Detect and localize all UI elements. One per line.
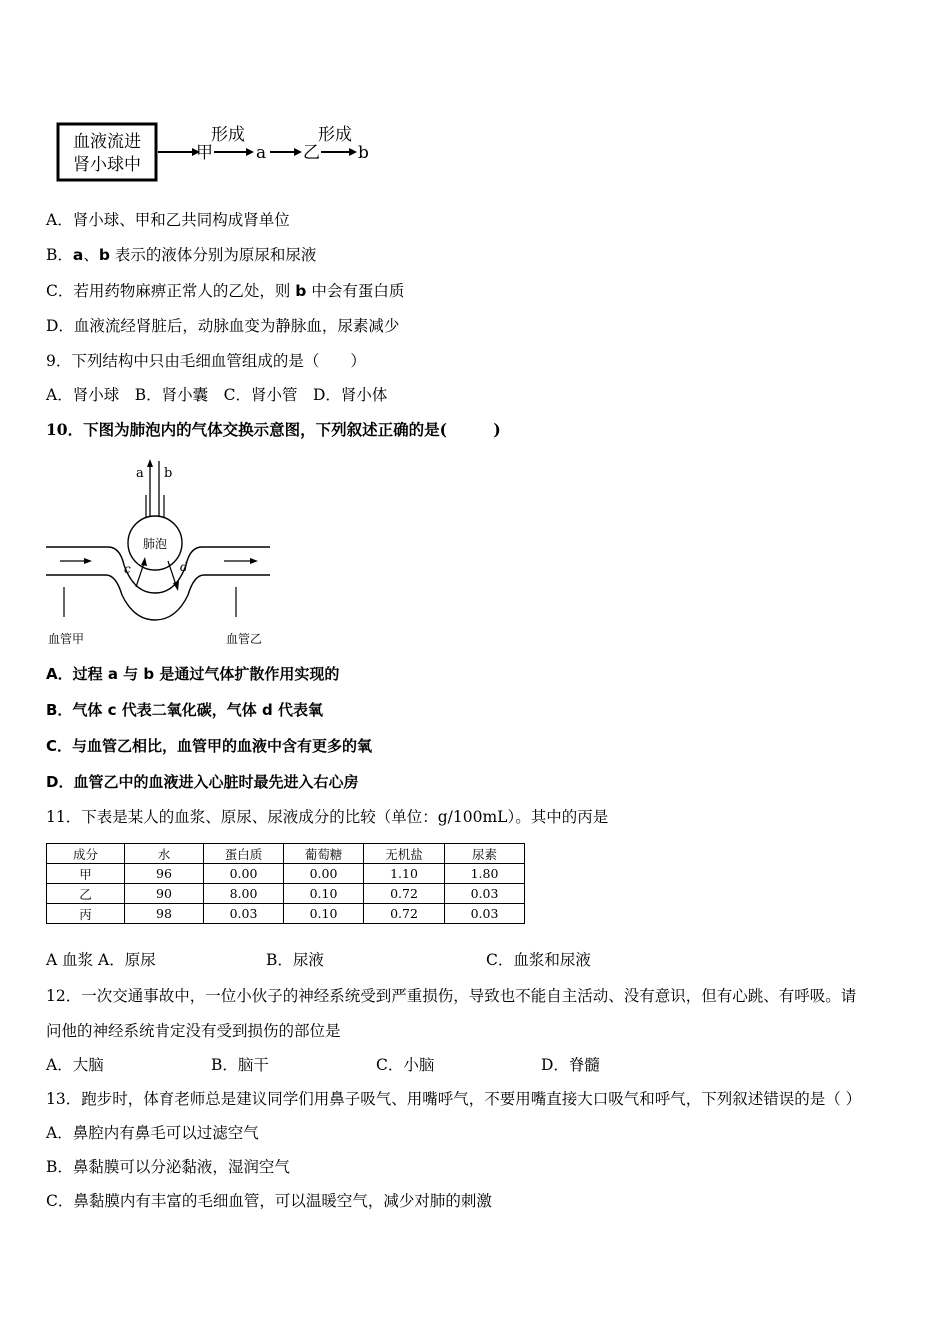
- table-header-row: [47, 844, 525, 864]
- q8-option-b: [46, 245, 316, 265]
- kidney-flow-diagram: [46, 100, 386, 192]
- label-form-1: 形成: [211, 125, 245, 145]
- q8-b-a: a: [72, 246, 84, 264]
- table-cell: 1.80: [445, 864, 525, 884]
- label-c: c: [124, 562, 131, 576]
- header-cell: 水: [125, 844, 204, 864]
- q12-option-b: B．脑干: [211, 1056, 269, 1074]
- q8-option-d: D．血液流经肾脏后，动脉血变为静脉血，尿素减少: [46, 317, 400, 335]
- box-line1: 血液流进: [73, 132, 141, 152]
- q13-option-b: B．鼻黏膜可以分泌黏液，湿润空气: [46, 1158, 290, 1176]
- header-cell: 尿素: [445, 844, 525, 864]
- node-b: b: [358, 143, 369, 163]
- q12-options: [46, 1055, 600, 1075]
- q8-b-prefix: B．: [46, 246, 73, 264]
- q11-options: [46, 950, 591, 970]
- label-d: d: [180, 560, 188, 574]
- label-a: a: [136, 466, 144, 481]
- table-cell: 0.03: [204, 904, 284, 924]
- vessel-yi-label: 血管乙: [226, 632, 263, 646]
- q9-stem: 9．下列结构中只由毛细血管组成的是（ ）: [46, 352, 366, 370]
- q10-option-d: D．血管乙中的血液进入心脏时最先进入右心房: [46, 773, 359, 791]
- header-cell: 无机盐: [364, 844, 445, 864]
- table-cell: 0.10: [284, 884, 364, 904]
- table-cell: 0.10: [284, 904, 364, 924]
- alveolus-label: 肺泡: [142, 537, 168, 551]
- q9-options: A．肾小球 B．肾小囊 C．肾小管 D．肾小体: [46, 386, 388, 404]
- table-cell: 98: [125, 904, 204, 924]
- table-cell: 96: [125, 864, 204, 884]
- vessel-jia-label: 血管甲: [48, 632, 85, 646]
- table-row: [47, 864, 525, 884]
- q8-b-b: b: [98, 246, 110, 264]
- q11-option-b: B．尿液: [266, 951, 324, 969]
- alveolus-gas-exchange-diagram: [46, 455, 286, 650]
- q8-b-mid: 、: [83, 246, 99, 264]
- q12-option-a: A．大脑: [46, 1056, 104, 1074]
- q12-stem-line2: 问他的神经系统肯定没有受到损伤的部位是: [46, 1022, 341, 1040]
- header-cell: 成分: [47, 844, 125, 864]
- q10-stem: 10．下图为肺泡内的气体交换示意图，下列叙述正确的是( ): [46, 420, 501, 439]
- node-jia: 甲: [196, 143, 213, 163]
- table-cell: 乙: [47, 884, 125, 904]
- q8-c-post: 中会有蛋白质: [306, 282, 405, 300]
- table-cell: 0.00: [204, 864, 284, 884]
- table-cell: 1.10: [364, 864, 445, 884]
- header-cell: 葡萄糖: [284, 844, 364, 864]
- q12-option-c: C．小脑: [376, 1056, 435, 1074]
- q8-c-prefix: C．若用药物麻痹正常人的乙处，则: [46, 282, 296, 300]
- q10-option-a: A．过程 a 与 b 是通过气体扩散作用实现的: [46, 665, 340, 683]
- q10-option-b: B．气体 c 代表二氧化碳，气体 d 代表氧: [46, 701, 323, 719]
- label-b: b: [164, 466, 173, 481]
- header-cell: 蛋白质: [204, 844, 284, 864]
- q10-option-c: C．与血管乙相比，血管甲的血液中含有更多的氧: [46, 737, 373, 755]
- table-cell: 0.03: [445, 904, 525, 924]
- table-cell: 0.03: [445, 884, 525, 904]
- q11-option-c: C．血浆和尿液: [486, 951, 591, 969]
- table-cell: 丙: [47, 904, 125, 924]
- table-cell: 8.00: [204, 884, 284, 904]
- table-cell: 90: [125, 884, 204, 904]
- label-form-2: 形成: [318, 125, 352, 145]
- table-row: [47, 884, 525, 904]
- q12-option-d: D．脊髓: [541, 1056, 600, 1074]
- table-cell: 甲: [47, 864, 125, 884]
- q11-stem: 11．下表是某人的血浆、原尿、尿液成分的比较（单位：g/100mL）。其中的丙是: [46, 808, 609, 826]
- q8-b-post: 表示的液体分别为原尿和尿液: [109, 246, 317, 264]
- q8-option-a: A．肾小球、甲和乙共同构成肾单位: [46, 211, 290, 229]
- table-row: [47, 904, 525, 924]
- table-cell: 0.72: [364, 904, 445, 924]
- q11-option-a: A 血浆 A．原尿: [46, 951, 156, 969]
- q8-option-c: [46, 281, 404, 301]
- composition-table: [46, 843, 525, 924]
- q12-stem-line1: 12．一次交通事故中，一位小伙子的神经系统受到严重损伤，导致也不能自主活动、没有意识，但有心跳、有呼吸。请: [46, 987, 857, 1005]
- q13-stem: 13．跑步时，体育老师总是建议同学们用鼻子吸气、用嘴呼气，不要用嘴直接大口吸气和呼气，下列叙述错误的是（ ）: [46, 1090, 862, 1108]
- table-cell: 0.00: [284, 864, 364, 884]
- q8-c-b: b: [295, 282, 307, 300]
- table-cell: 0.72: [364, 884, 445, 904]
- node-a: a: [256, 143, 267, 163]
- node-yi: 乙: [303, 143, 320, 163]
- box-line2: 肾小球中: [73, 155, 141, 175]
- q13-option-c: C．鼻黏膜内有丰富的毛细血管，可以温暖空气，减少对肺的刺激: [46, 1192, 492, 1210]
- q13-option-a: A．鼻腔内有鼻毛可以过滤空气: [46, 1124, 259, 1142]
